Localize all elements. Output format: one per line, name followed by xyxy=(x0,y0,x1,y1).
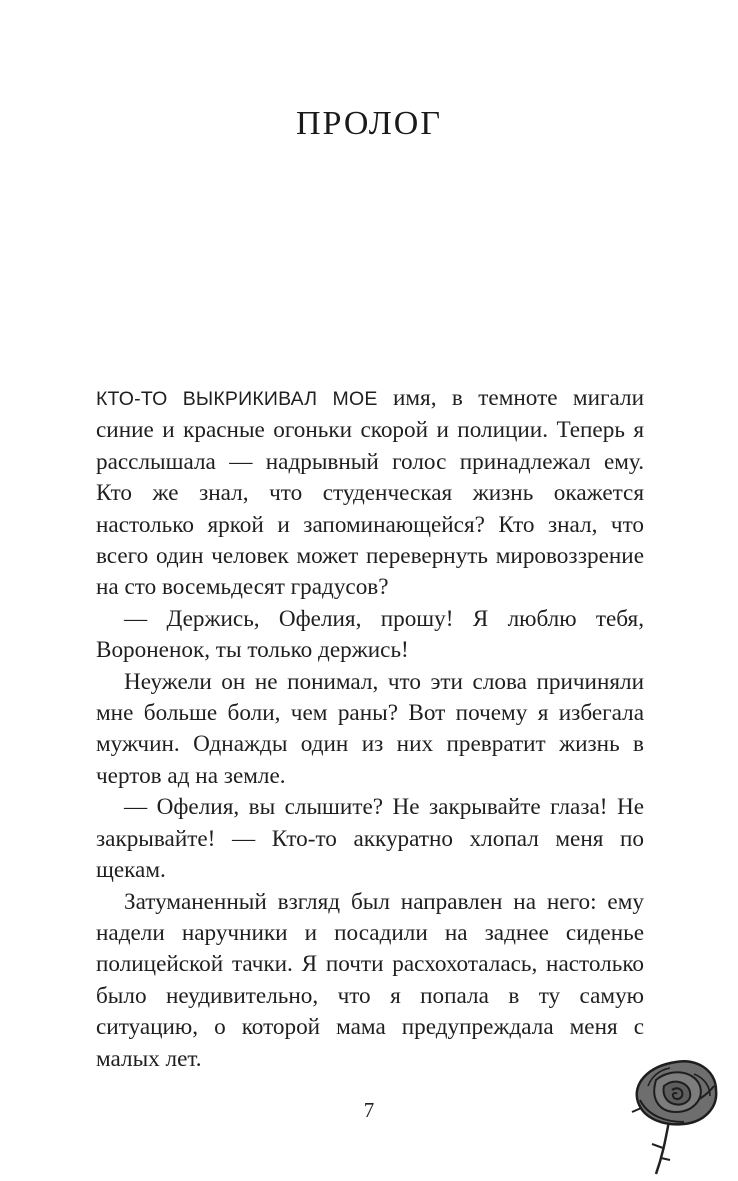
paragraph-3: Неужели он не понимал, что эти слова причиняли мне больше боли, чем раны? Вот почему я избегала мужчин. Однажды один из них превратит жизнь в чертов ад на земле. xyxy=(96,668,644,789)
paragraph-5: Затуманенный взгляд был направлен на него: ему надели наручники и посадили на заднее сиденье полицейской тачки. Я почти расхохоталась, настолько было неудивительно, что я попала в ту самую ситуацию, о которой мама предупреждала меня с малых лет. xyxy=(96,888,644,1072)
paragraph-lead-caps: КТО-ТО ВЫКРИКИВАЛ МОЕ xyxy=(96,388,378,410)
page-number: 7 xyxy=(363,1098,375,1122)
chapter-title: ПРОЛОГ xyxy=(295,105,442,142)
paragraph-1 xyxy=(96,383,644,604)
rose-icon xyxy=(626,1056,722,1178)
paragraph-2: — Держись, Офелия, прошу! Я люблю тебя, Вороненок, ты только держись! xyxy=(96,605,644,664)
paragraph-4: — Офелия, вы слышите? Не закрывайте глаза! Не закрывайте! — Кто-то аккуратно хлопал меня по щекам. xyxy=(96,794,644,884)
paragraph-text: имя, в темноте мигали синие и красные огоньки скорой и полиции. Теперь я расслышала — надрывный голос принадлежал ему. Кто же знал, что студенческая жизнь окажется настолько яркой и запоминающейся? Кто знал, что всего один человек может перевернуть мировоззрение на сто восемьдесят градусов? xyxy=(96,385,644,601)
chapter-body xyxy=(96,383,644,1075)
